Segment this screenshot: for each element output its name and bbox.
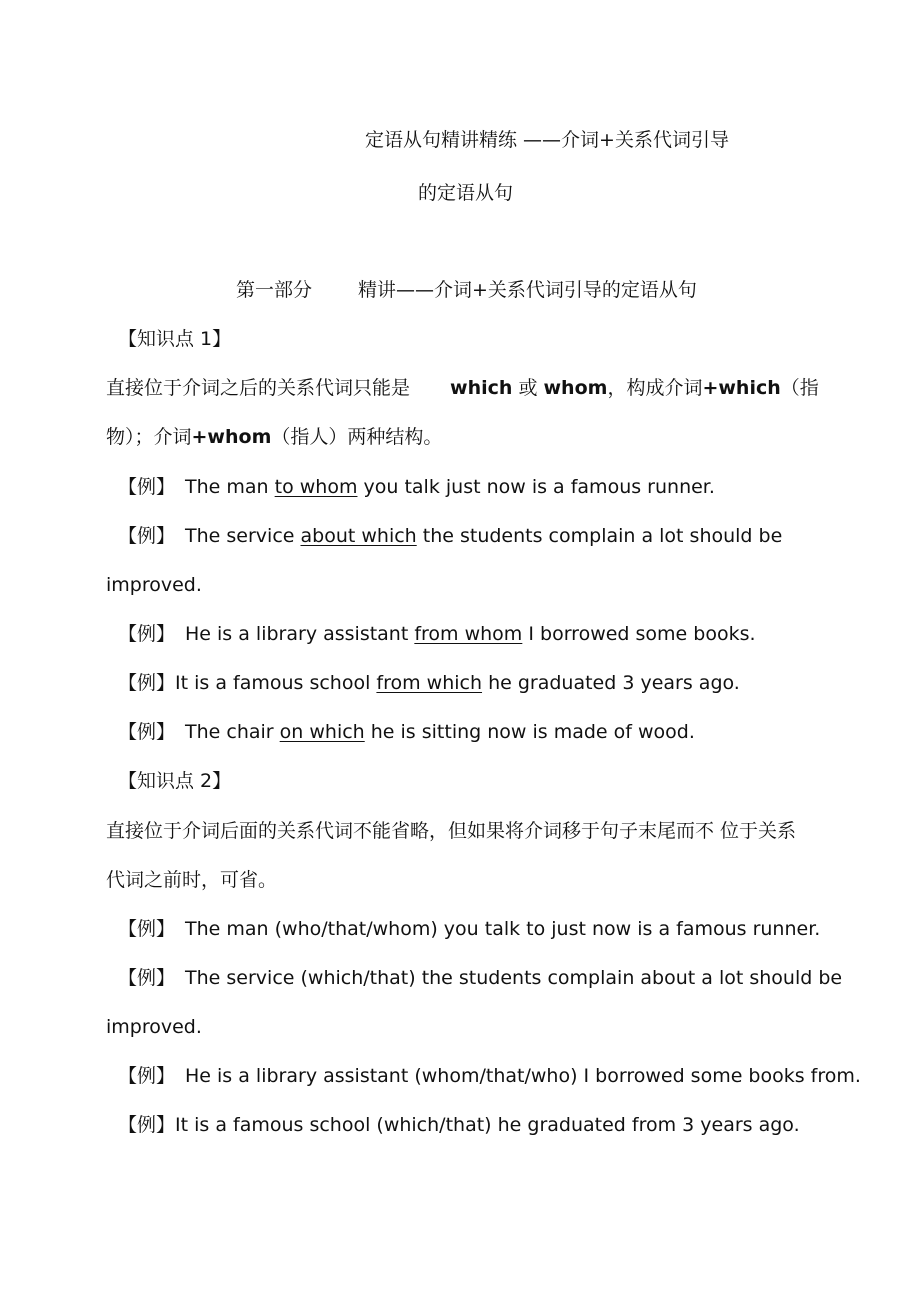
knowledge-point-1-text-line2 [106, 424, 442, 450]
example-text: I borrowed some books. [522, 623, 756, 645]
example-underlined: from whom [414, 623, 523, 645]
example-1-2-wrap: improved. [106, 574, 202, 596]
example-text: It is a famous school (which/that) he graduated from 3 years ago. [175, 1114, 800, 1136]
title-line-1: 定语从句精讲精练 ——介词+关系代词引导 [365, 129, 729, 151]
example-tag: 【例】 [118, 672, 176, 694]
example-tag: 【例】 [118, 918, 176, 940]
example-text: He is a library assistant [185, 623, 415, 645]
example-text: the students complain a lot should be [416, 525, 783, 547]
example-underlined: on which [279, 721, 365, 743]
example-tag: 【例】 [118, 1065, 176, 1087]
example-1-4 [118, 670, 740, 696]
example-text: The service (which/that) the students complain about a lot should be [185, 967, 843, 989]
example-tag: 【例】 [118, 623, 176, 645]
section-title: 精讲——介词+关系代词引导的定语从句 [358, 279, 697, 301]
example-text: The chair [185, 721, 280, 743]
example-text: It is a famous school [175, 672, 377, 694]
kp1-text-b: ，构成介词 [607, 377, 703, 399]
example-1-3 [118, 621, 756, 647]
kp1-plus-whom: +whom [191, 426, 272, 448]
example-text: The service [185, 525, 301, 547]
example-tag: 【例】 [118, 1114, 176, 1136]
example-underlined: to whom [274, 476, 358, 498]
kp1-line2-a: 物）；介词 [106, 426, 192, 448]
section-heading [236, 277, 697, 303]
example-tag: 【例】 [118, 967, 176, 989]
section-part: 第一部分 [236, 279, 313, 301]
kp1-whom: whom [543, 377, 608, 399]
example-1-2 [118, 523, 782, 549]
example-tag: 【例】 [118, 525, 176, 547]
title-line-2: 的定语从句 [418, 182, 514, 204]
example-text: he is sitting now is made of wood. [364, 721, 695, 743]
example-text: he graduated 3 years ago. [482, 672, 740, 694]
kp1-which: which [450, 377, 513, 399]
example-text: He is a library assistant (whom/that/who) I borrowed some books from. [185, 1065, 861, 1087]
example-text: you talk just now is a famous runner. [357, 476, 715, 498]
knowledge-point-2-text-line2: 代词之前时，可省。 [106, 869, 278, 891]
example-underlined: from which [376, 672, 483, 694]
kp1-text-c: （指 [780, 377, 819, 399]
kp1-line2-b: （指人）两种结构。 [271, 426, 443, 448]
example-2-2 [118, 965, 842, 991]
example-2-1 [118, 916, 820, 942]
kp1-plus-which: +which [702, 377, 781, 399]
knowledge-point-2-label: 【知识点 2】 [118, 770, 232, 792]
knowledge-point-2-text-line1: 直接位于介词后面的关系代词不能省略，但如果将介词移于句子末尾而不 位于关系 [106, 820, 797, 842]
example-1-1 [118, 474, 715, 500]
example-tag: 【例】 [118, 476, 176, 498]
example-text: The man [185, 476, 275, 498]
kp1-text-a: 直接位于介词之后的关系代词只能是 [106, 377, 411, 399]
example-2-4 [118, 1112, 800, 1138]
example-2-3 [118, 1063, 861, 1089]
example-underlined: about which [300, 525, 417, 547]
kp1-or: 或 [512, 377, 544, 399]
knowledge-point-1-label: 【知识点 1】 [118, 328, 232, 350]
knowledge-point-1-text-line1 [106, 375, 819, 401]
example-tag: 【例】 [118, 721, 176, 743]
example-text: The man (who/that/whom) you talk to just now is a famous runner. [185, 918, 821, 940]
example-2-2-wrap: improved. [106, 1016, 202, 1038]
example-1-5 [118, 719, 695, 745]
